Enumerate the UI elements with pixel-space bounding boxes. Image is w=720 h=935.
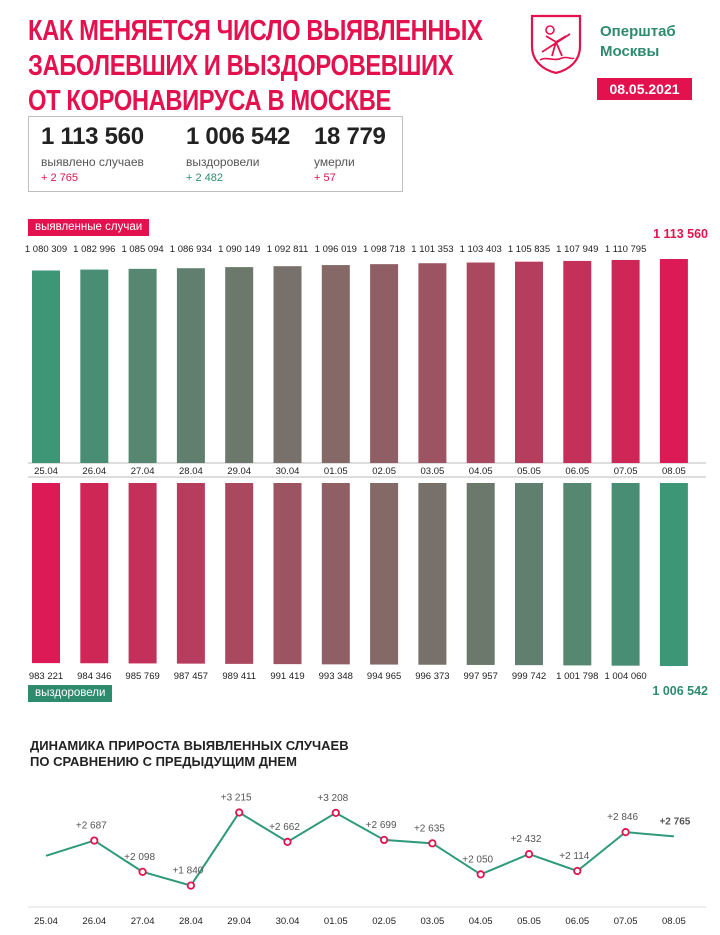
recovered-value-label: 1 001 798 [556, 671, 599, 682]
recovered-bar [563, 483, 591, 665]
title-line: КАК МЕНЯЕТСЯ ЧИСЛО ВЫЯВЛЕННЫХ [28, 15, 483, 47]
recovered-bar [177, 483, 205, 664]
stat-value: 1 113 560 [41, 123, 144, 150]
date-tick-label: 02.05 [372, 466, 396, 477]
cases-bar [370, 264, 398, 463]
dynamics-point [284, 839, 290, 845]
stat-delta: + 2 765 [41, 172, 79, 184]
recovered-value-label: 999 742 [511, 671, 547, 682]
dynamics-value-label: +3 208 [317, 792, 349, 804]
title-line: ЗАБОЛЕВШИХ И ВЫЗДОРОВЕВШИХ [28, 50, 454, 82]
recovered-bar [515, 483, 543, 665]
cases-value-label: 1 090 149 [218, 244, 261, 255]
dynamics-value-label: +2 432 [510, 834, 542, 846]
dynamics-date-label: 01.05 [323, 916, 348, 927]
dynamics-point [188, 882, 194, 888]
date-badge: 08.05.2021 [597, 78, 692, 100]
date-tick-label: 29.04 [227, 466, 252, 477]
dynamics-value-label: +3 215 [220, 792, 252, 804]
stat-value: 18 779 [314, 123, 386, 150]
dynamics-date-label: 30.04 [275, 916, 300, 927]
dynamics-point [333, 810, 339, 816]
stat-value: 1 006 542 [186, 123, 291, 150]
dynamics-point [429, 840, 435, 846]
cases-bar [225, 267, 253, 463]
cases-value-label: 1 086 934 [169, 244, 213, 255]
recovered-value-label: 989 411 [222, 671, 257, 682]
cases-value-label: 1 082 996 [73, 244, 116, 255]
stat-label: выявлено случаев [41, 155, 144, 169]
dynamics-point [574, 868, 580, 874]
dynamics-date-label: 28.04 [179, 916, 203, 927]
recovered-bar [32, 483, 60, 663]
date-tick-label: 26.04 [82, 466, 107, 477]
date-tick-label: 03.05 [420, 466, 445, 477]
cases-bar [177, 268, 205, 463]
dynamics-value-label: +2 687 [75, 820, 107, 832]
dynamics-date-label: 29.04 [227, 916, 252, 927]
recovered-bar [612, 483, 640, 666]
dynamics-point [236, 809, 242, 815]
cases-value-label: 1 096 019 [314, 244, 357, 255]
cases-value-label: 1 101 353 [411, 244, 454, 255]
cases-value-label: 1 080 309 [24, 244, 68, 255]
recovered-value-label: 996 373 [415, 671, 450, 682]
cases-value-label: 1 098 718 [362, 244, 406, 255]
recovered-value-label: 997 957 [463, 671, 498, 682]
dynamics-point [139, 869, 145, 875]
cases-bar [32, 271, 60, 463]
recovered-value-label: 984 346 [77, 671, 112, 682]
recovered-value-label: 985 769 [125, 671, 160, 682]
dynamics-value-label: +2 114 [559, 851, 590, 863]
date-tick-label: 27.04 [130, 466, 155, 477]
recovered-bar [467, 483, 495, 665]
cases-bar [612, 260, 640, 463]
dynamics-date-label: 25.04 [34, 916, 58, 927]
dynamics-title-line: ПО СРАВНЕНИЮ С ПРЕДЫДУЩИМ ДНЕМ [30, 754, 297, 769]
dynamics-date-label: 27.04 [130, 916, 155, 927]
stat-delta: + 2 482 [186, 172, 224, 184]
recovered-bar [129, 483, 157, 663]
dynamics-value-label: +1 840 [172, 865, 204, 877]
dynamics-point [622, 829, 628, 835]
date-tick-label: 25.04 [34, 466, 58, 477]
cases-value-label: 1 105 835 [507, 244, 551, 255]
recovered-bar [274, 483, 302, 664]
dynamics-value-label: +2 098 [124, 851, 156, 863]
dynamics-value-label: +2 699 [365, 819, 397, 831]
recovered-value-label: 1 004 060 [604, 671, 647, 682]
cases-bar [515, 262, 543, 463]
dynamics-date-label: 03.05 [420, 916, 445, 927]
recovered-bar [80, 483, 108, 663]
recovered-value-label: 993 348 [318, 671, 353, 682]
dynamics-value-label: +2 765 [659, 816, 691, 828]
cases-bar [274, 266, 302, 463]
date-tick-label: 05.05 [517, 466, 541, 477]
cases-value-label: 1 110 795 [604, 244, 647, 255]
cases-bar [129, 269, 157, 463]
dynamics-date-label: 06.05 [565, 916, 590, 927]
date-tick-label: 06.05 [565, 466, 590, 477]
cases-total: 1 113 560 [653, 227, 708, 241]
dynamics-value-label: +2 662 [269, 821, 300, 833]
dynamics-point [526, 851, 532, 857]
recovered-value-label: 991 419 [270, 671, 305, 682]
recovered-bar [660, 483, 688, 666]
recovered-chart-label: выздоровели [28, 685, 112, 702]
recovered-value-label: 983 221 [28, 671, 64, 682]
dynamics-date-label: 04.05 [468, 916, 493, 927]
dynamics-point [381, 837, 387, 843]
recovered-total: 1 006 542 [652, 684, 708, 698]
recovered-bar [322, 483, 350, 664]
dynamics-title-line: ДИНАМИКА ПРИРОСТА ВЫЯВЛЕННЫХ СЛУЧАЕВ [30, 738, 349, 753]
stat-delta: + 57 [314, 172, 336, 184]
cases-value-label: 1 085 094 [121, 244, 164, 255]
title-line: ОТ КОРОНАВИРУСА В МОСКВЕ [28, 85, 391, 117]
recovered-bar [370, 483, 398, 665]
dynamics-point [478, 871, 484, 877]
dynamics-value-label: +2 050 [462, 854, 494, 866]
recovered-bar [418, 483, 446, 665]
stat-label: выздоровели [186, 155, 260, 169]
date-tick-label: 28.04 [179, 466, 203, 477]
cases-chart-label: выявленные случаи [28, 219, 149, 236]
date-tick-label: 04.05 [468, 466, 493, 477]
date-tick-label: 07.05 [613, 466, 638, 477]
cases-bar [80, 270, 108, 463]
dynamics-value-label: +2 635 [413, 823, 445, 835]
recovered-bar [225, 483, 253, 664]
cases-bar [660, 259, 688, 463]
cases-value-label: 1 103 403 [459, 244, 502, 255]
dynamics-date-label: 08.05 [662, 916, 686, 927]
dynamics-point [91, 837, 97, 843]
stat-label: умерли [314, 155, 355, 169]
dynamics-value-label: +2 846 [607, 812, 639, 824]
cases-value-label: 1 092 811 [266, 244, 309, 255]
cases-bar [563, 261, 591, 463]
date-tick-label: 08.05 [662, 466, 686, 477]
dynamics-date-label: 02.05 [372, 916, 396, 927]
dynamics-date-label: 07.05 [613, 916, 638, 927]
cases-bar [418, 263, 446, 463]
recovered-value-label: 987 457 [173, 671, 209, 682]
brand-line: Москвы [600, 43, 660, 60]
cases-bar [467, 263, 495, 463]
date-tick-label: 01.05 [323, 466, 348, 477]
dynamics-date-label: 26.04 [82, 916, 107, 927]
dynamics-date-label: 05.05 [517, 916, 541, 927]
date-tick-label: 30.04 [275, 466, 300, 477]
brand-line: Оперштаб [600, 23, 676, 40]
cases-bar [322, 265, 350, 463]
cases-value-label: 1 107 949 [556, 244, 599, 255]
recovered-value-label: 994 965 [366, 671, 402, 682]
